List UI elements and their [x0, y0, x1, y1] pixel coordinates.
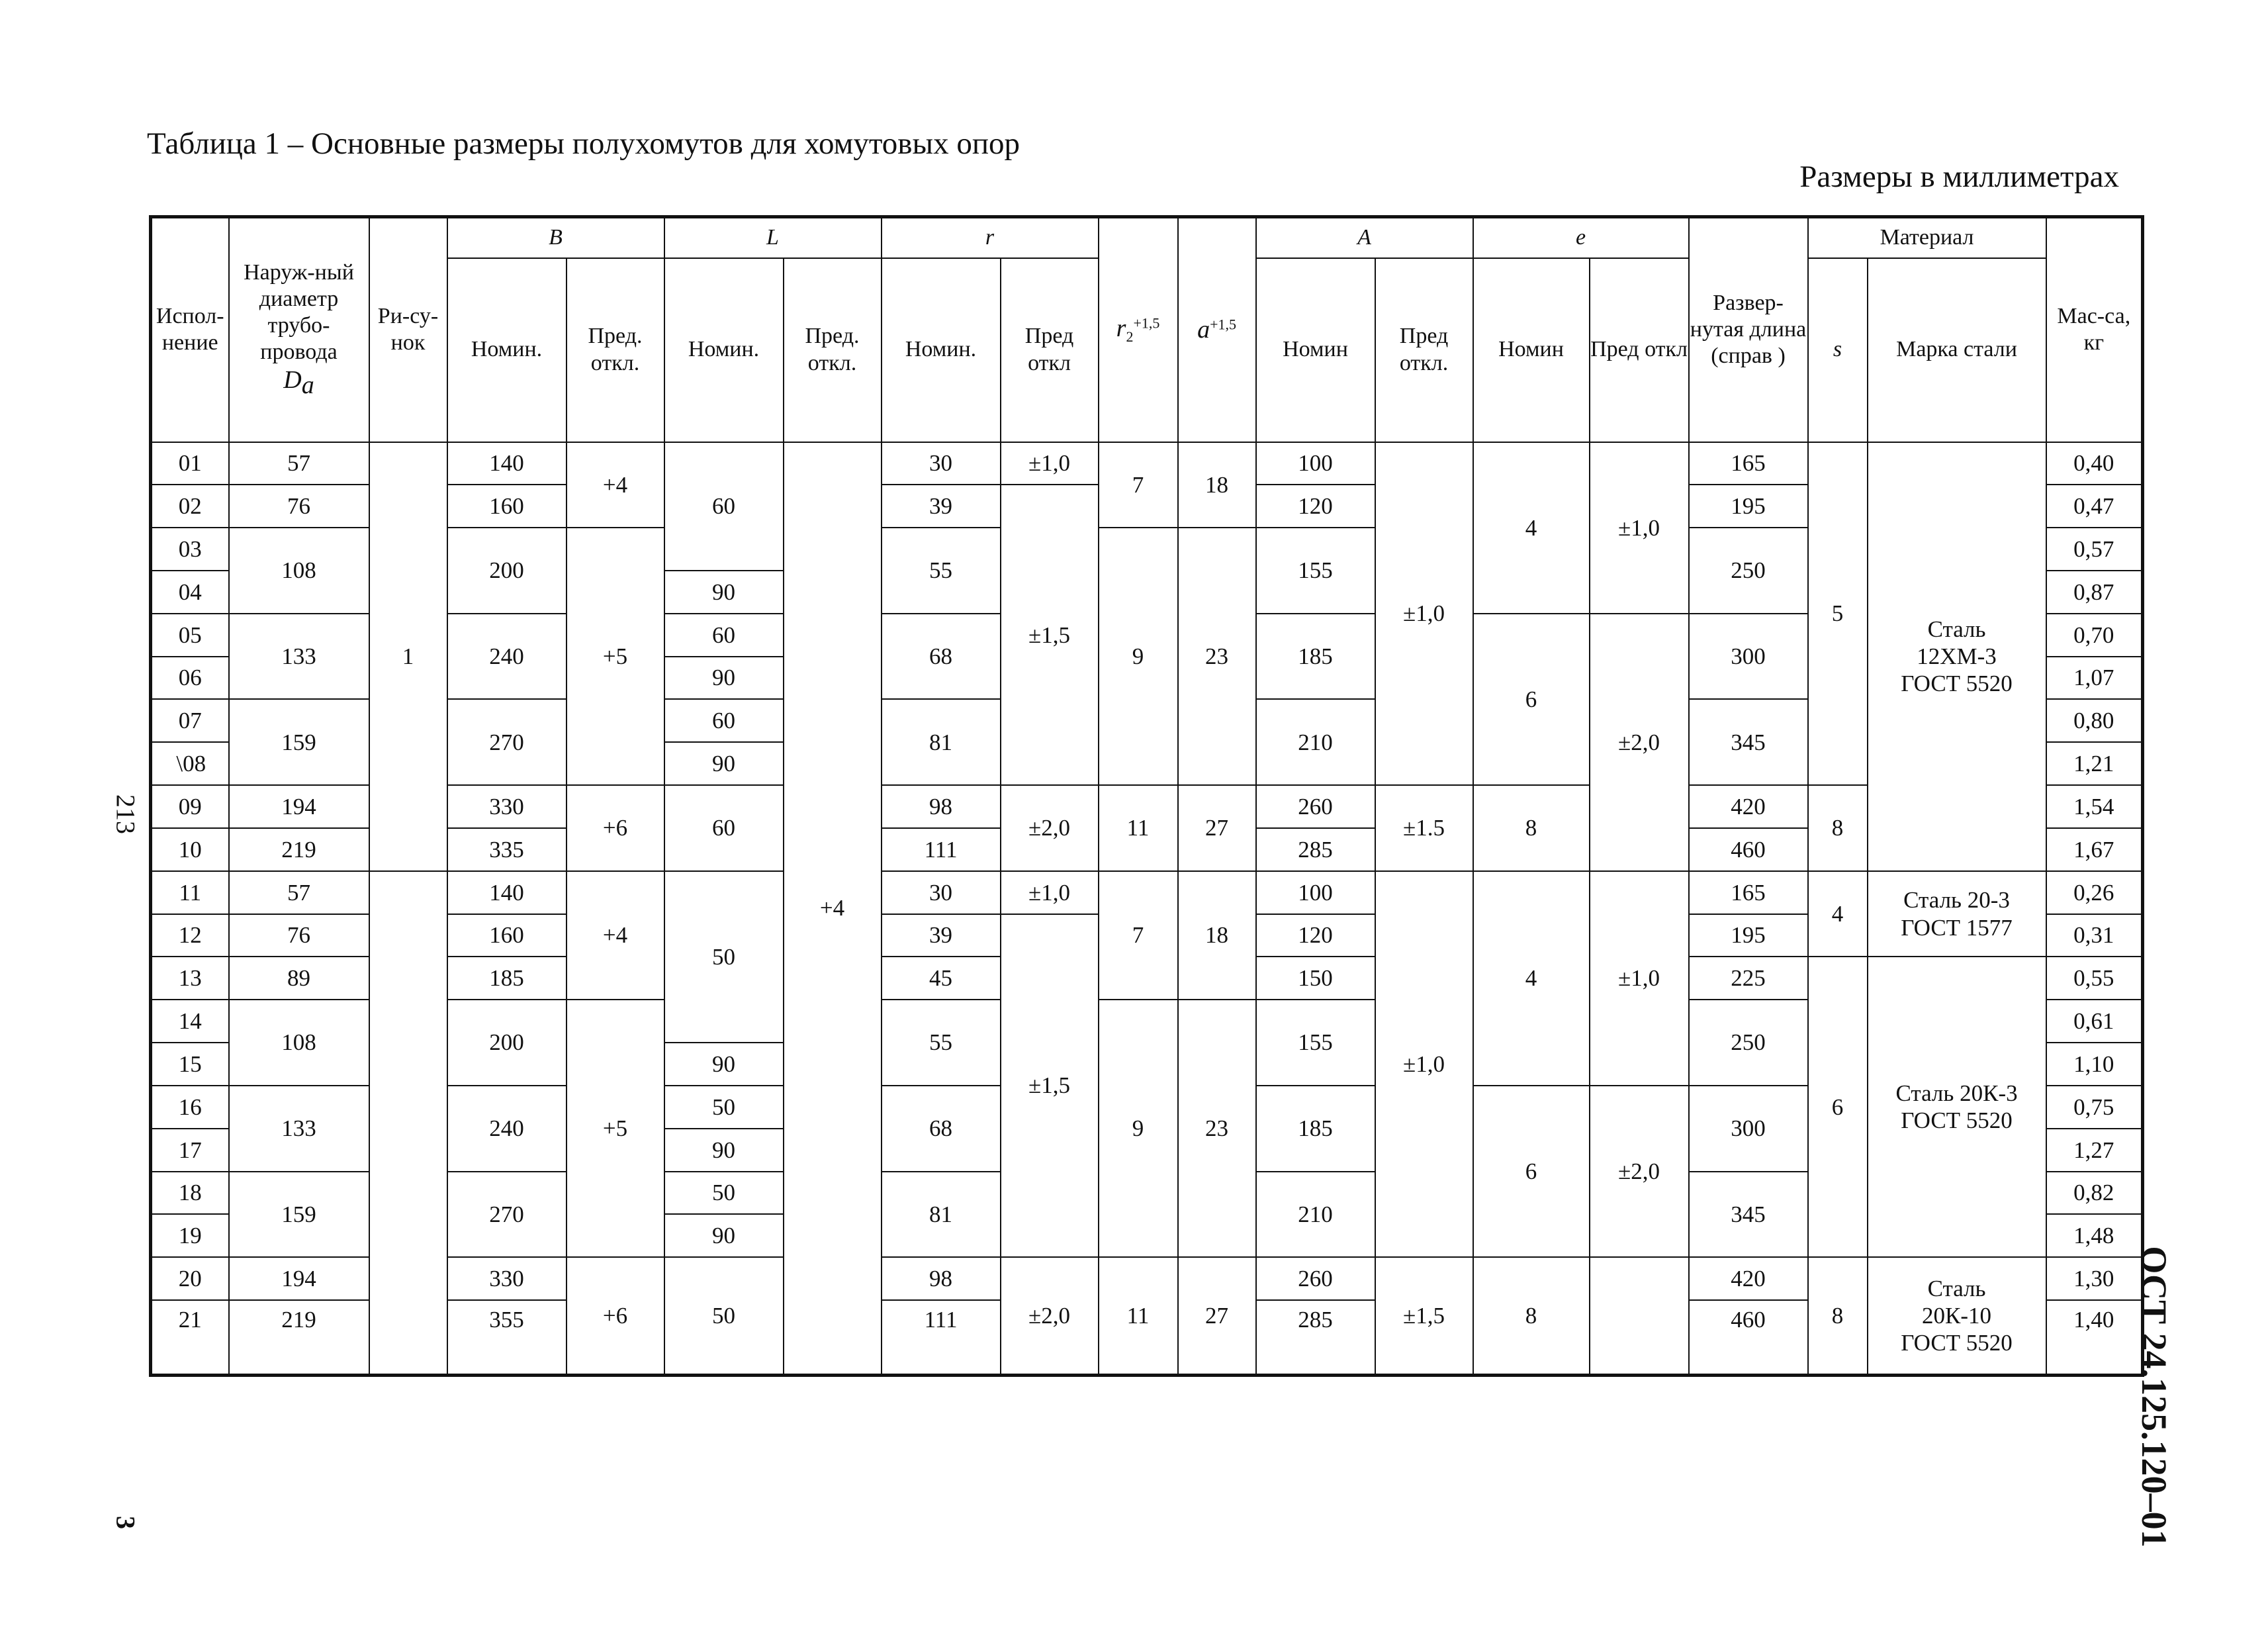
header-r2-symbol: r	[1116, 314, 1126, 343]
cell-A-dev: ±1,5	[1375, 1257, 1473, 1375]
cell-ispolnenie: 13	[151, 957, 229, 1000]
cell-L-nom: 50	[664, 871, 784, 1043]
cell-diameter: 76	[229, 485, 369, 528]
cell-r-nom: 55	[882, 528, 1001, 614]
cell-massa: 1,48	[2046, 1214, 2143, 1257]
cell-L-nom: 90	[664, 571, 784, 614]
header-a	[1178, 217, 1256, 442]
cell-L-nom: 60	[664, 785, 784, 871]
table-row	[151, 442, 2143, 485]
cell-s: 5	[1808, 442, 1868, 786]
cell-razvertka: 300	[1689, 1086, 1808, 1172]
cell-ispolnenie: 03	[151, 528, 229, 571]
cell-L-nom: 60	[664, 442, 784, 571]
cell-A-nom: 260	[1256, 785, 1375, 828]
cell-B-nom: 200	[447, 528, 567, 614]
marka-line: 20К-10	[1922, 1302, 1992, 1329]
table-row	[151, 871, 2143, 914]
marka-line: ГОСТ 5520	[1901, 1107, 2013, 1134]
header-A: A	[1256, 217, 1473, 258]
cell-A-nom: 185	[1256, 614, 1375, 700]
cell-r-nom: 98	[882, 1257, 1001, 1300]
header-e: e	[1473, 217, 1689, 258]
cell-ispolnenie: 16	[151, 1086, 229, 1129]
cell-e-nom: 8	[1473, 1257, 1590, 1375]
page-number: 213	[111, 794, 141, 834]
cell-e-nom: 6	[1473, 614, 1590, 785]
cell-B-dev: +5	[567, 528, 664, 785]
cell-s: 8	[1808, 1257, 1868, 1375]
cell-A-nom: 285	[1256, 828, 1375, 871]
cell-r-dev: ±1,0	[1001, 871, 1099, 914]
cell-B-nom: 185	[447, 957, 567, 1000]
cell-razvertka: 420	[1689, 1257, 1808, 1300]
cell-razvertka: 345	[1689, 1172, 1808, 1258]
cell-massa: 1,21	[2046, 742, 2143, 785]
header-massa: Мас-са, кг	[2046, 217, 2143, 442]
header-a-sup: +1,5	[1210, 316, 1236, 333]
cell-r-nom: 81	[882, 699, 1001, 785]
header-r: r	[882, 217, 1099, 258]
cell-massa: 1,54	[2046, 785, 2143, 828]
cell-ispolnenie: 17	[151, 1129, 229, 1172]
cell-diameter: 219	[229, 1300, 369, 1375]
cell-massa: 0,55	[2046, 957, 2143, 1000]
header-B: B	[447, 217, 664, 258]
dimensions-table	[149, 215, 2144, 1377]
cell-ispolnenie: 05	[151, 614, 229, 657]
cell-razvertka: 250	[1689, 1000, 1808, 1086]
cell-a: 23	[1178, 528, 1256, 785]
cell-r2: 11	[1099, 785, 1178, 871]
cell-B-nom: 330	[447, 1257, 567, 1300]
cell-massa: 0,47	[2046, 485, 2143, 528]
cell-massa: 0,61	[2046, 1000, 2143, 1043]
header-L-nom: Номин.	[664, 258, 784, 442]
marka-line: ГОСТ 5520	[1901, 1330, 2013, 1356]
cell-r2: 7	[1099, 871, 1178, 1000]
cell-r-dev: ±2,0	[1001, 1257, 1099, 1375]
cell-s: 8	[1808, 785, 1868, 871]
cell-massa: 0,87	[2046, 571, 2143, 614]
marka-line: ГОСТ 5520	[1901, 671, 2013, 697]
cell-diameter: 219	[229, 828, 369, 871]
cell-B-nom: 335	[447, 828, 567, 871]
cell-ispolnenie: 21	[151, 1300, 229, 1375]
cell-s: 6	[1808, 957, 1868, 1257]
cell-B-dev: +5	[567, 1000, 664, 1257]
cell-A-dev: ±1,0	[1375, 442, 1473, 786]
cell-B-dev: +6	[567, 1257, 664, 1375]
cell-ispolnenie: 20	[151, 1257, 229, 1300]
cell-B-nom: 270	[447, 1172, 567, 1258]
cell-massa: 0,75	[2046, 1086, 2143, 1129]
cell-e-nom: 6	[1473, 1086, 1590, 1257]
cell-A-dev: ±1,0	[1375, 871, 1473, 1257]
cell-r-nom: 98	[882, 785, 1001, 828]
cell-r-nom: 45	[882, 957, 1001, 1000]
cell-r2: 9	[1099, 1000, 1178, 1257]
cell-a: 27	[1178, 785, 1256, 871]
cell-r-dev: ±1,5	[1001, 485, 1099, 785]
marka-line: 12ХМ-3	[1917, 643, 1997, 669]
cell-ispolnenie: 14	[151, 1000, 229, 1043]
cell-marka	[1868, 957, 2046, 1257]
cell-ispolnenie: 10	[151, 828, 229, 871]
cell-ispolnenie: 07	[151, 699, 229, 742]
cell-massa: 1,07	[2046, 657, 2143, 700]
cell-e-dev: ±2,0	[1590, 614, 1689, 871]
cell-ispolnenie: 12	[151, 914, 229, 957]
cell-A-nom: 260	[1256, 1257, 1375, 1300]
cell-diameter: 133	[229, 614, 369, 700]
cell-ispolnenie: 11	[151, 871, 229, 914]
cell-B-nom: 240	[447, 1086, 567, 1172]
cell-massa: 1,30	[2046, 1257, 2143, 1300]
cell-ispolnenie: 09	[151, 785, 229, 828]
cell-massa: 0,31	[2046, 914, 2143, 957]
cell-r-nom: 68	[882, 1086, 1001, 1172]
cell-e-nom: 4	[1473, 442, 1590, 614]
header-risunok: Ри-су-нок	[369, 217, 447, 442]
cell-L-nom: 50	[664, 1257, 784, 1375]
cell-r2: 11	[1099, 1257, 1178, 1375]
cell-massa: 0,57	[2046, 528, 2143, 571]
header-B-dev: Пред. откл.	[567, 258, 664, 442]
cell-ispolnenie: \08	[151, 742, 229, 785]
cell-diameter: 194	[229, 785, 369, 828]
cell-B-nom: 200	[447, 1000, 567, 1086]
cell-ispolnenie: 02	[151, 485, 229, 528]
cell-marka	[1868, 1257, 2046, 1375]
cell-L-nom: 90	[664, 742, 784, 785]
cell-A-nom: 285	[1256, 1300, 1375, 1375]
document-code: ОСТ 24.125.120–01	[2134, 1246, 2174, 1548]
cell-diameter: 89	[229, 957, 369, 1000]
cell-risunok-blank	[369, 871, 447, 1376]
cell-diameter: 108	[229, 1000, 369, 1086]
cell-diameter: 194	[229, 1257, 369, 1300]
cell-L-nom: 90	[664, 1214, 784, 1257]
header-diameter-text: Наруж-ный диаметр трубо-провода	[244, 259, 354, 365]
header-r2-sub: 2	[1126, 328, 1134, 346]
cell-L-nom: 90	[664, 657, 784, 700]
cell-e-dev-blank	[1590, 1257, 1689, 1375]
cell-r-dev: ±1,5	[1001, 914, 1099, 1258]
cell-razvertka: 345	[1689, 699, 1808, 785]
marka-line: Сталь	[1927, 1275, 1986, 1301]
cell-razvertka: 225	[1689, 957, 1808, 1000]
cell-massa: 1,40	[2046, 1300, 2143, 1375]
marka-line: Сталь	[1927, 616, 1986, 642]
marka-line: ГОСТ 1577	[1901, 914, 2013, 941]
cell-razvertka: 165	[1689, 442, 1808, 485]
cell-L-nom: 60	[664, 699, 784, 742]
cell-A-nom: 100	[1256, 442, 1375, 485]
cell-L-nom: 90	[664, 1129, 784, 1172]
cell-marka	[1868, 871, 2046, 957]
cell-ispolnenie: 19	[151, 1214, 229, 1257]
cell-razvertka: 460	[1689, 828, 1808, 871]
cell-risunok: 1	[369, 442, 447, 871]
marka-line: Сталь 20К-3	[1895, 1080, 2018, 1107]
cell-B-nom: 270	[447, 699, 567, 785]
header-B-nom: Номин.	[447, 258, 567, 442]
units-caption: Размеры в миллиметрах	[1799, 160, 2119, 194]
cell-L-nom: 60	[664, 614, 784, 657]
cell-A-nom: 185	[1256, 1086, 1375, 1172]
cell-r-nom: 111	[882, 1300, 1001, 1375]
cell-L-nom: 50	[664, 1172, 784, 1215]
cell-r-nom: 55	[882, 1000, 1001, 1086]
header-e-dev: Пред откл	[1590, 258, 1689, 442]
cell-e-dev: ±2,0	[1590, 1086, 1689, 1257]
cell-r-nom: 30	[882, 871, 1001, 914]
cell-A-nom: 150	[1256, 957, 1375, 1000]
cell-A-nom: 210	[1256, 699, 1375, 785]
cell-r-dev: ±1,0	[1001, 442, 1099, 485]
header-marka: Марка стали	[1868, 258, 2046, 442]
cell-a: 23	[1178, 1000, 1256, 1257]
cell-A-nom: 120	[1256, 485, 1375, 528]
cell-e-nom: 4	[1473, 871, 1590, 1086]
table-row	[151, 1257, 2143, 1300]
cell-ispolnenie: 04	[151, 571, 229, 614]
cell-diameter: 57	[229, 871, 369, 914]
header-diameter	[229, 217, 369, 442]
cell-massa: 1,10	[2046, 1043, 2143, 1086]
header-diameter-sub: a	[301, 371, 314, 399]
cell-a: 18	[1178, 442, 1256, 528]
cell-r-nom: 81	[882, 1172, 1001, 1258]
header-ispolnenie: Испол-нение	[151, 217, 229, 442]
cell-massa: 1,67	[2046, 828, 2143, 871]
cell-s: 4	[1808, 871, 1868, 957]
cell-razvertka: 420	[1689, 785, 1808, 828]
header-a-symbol: a	[1197, 315, 1210, 344]
header-r-dev: Пред откл	[1001, 258, 1099, 442]
header-s: s	[1808, 258, 1868, 442]
cell-a: 27	[1178, 1257, 1256, 1375]
cell-razvertka: 250	[1689, 528, 1808, 614]
cell-A-nom: 210	[1256, 1172, 1375, 1258]
cell-B-dev: +4	[567, 871, 664, 1000]
header-A-nom: Номин	[1256, 258, 1375, 442]
cell-B-dev: +4	[567, 442, 664, 528]
cell-razvertka: 195	[1689, 914, 1808, 957]
cell-marka	[1868, 442, 2046, 871]
cell-diameter: 108	[229, 528, 369, 614]
cell-massa: 0,80	[2046, 699, 2143, 742]
cell-r-nom: 39	[882, 914, 1001, 957]
cell-B-nom: 355	[447, 1300, 567, 1375]
header-r2	[1099, 217, 1178, 442]
cell-razvertka: 300	[1689, 614, 1808, 700]
header-r2-sup: +1,5	[1133, 315, 1160, 332]
cell-e-dev: ±1,0	[1590, 442, 1689, 614]
header-razvertka: Развер-нутая длина (справ )	[1689, 217, 1808, 442]
cell-razvertka: 460	[1689, 1300, 1808, 1375]
cell-ispolnenie: 15	[151, 1043, 229, 1086]
cell-r-nom: 30	[882, 442, 1001, 485]
marka-line: Сталь 20-3	[1903, 887, 2010, 914]
cell-B-nom: 330	[447, 785, 567, 828]
cell-B-nom: 160	[447, 485, 567, 528]
cell-A-dev: ±1.5	[1375, 785, 1473, 871]
cell-A-nom: 155	[1256, 1000, 1375, 1086]
cell-massa: 0,26	[2046, 871, 2143, 914]
cell-B-dev: +6	[567, 785, 664, 871]
cell-r-dev: ±2,0	[1001, 785, 1099, 871]
cell-A-nom: 120	[1256, 914, 1375, 957]
cell-massa: 0,40	[2046, 442, 2143, 485]
cell-a: 18	[1178, 871, 1256, 1000]
cell-diameter: 159	[229, 1172, 369, 1258]
cell-diameter: 76	[229, 914, 369, 957]
sheet-number: 3	[111, 1516, 141, 1529]
cell-massa: 0,82	[2046, 1172, 2143, 1215]
cell-L-nom: 90	[664, 1043, 784, 1086]
cell-r-nom: 39	[882, 485, 1001, 528]
cell-L-nom: 50	[664, 1086, 784, 1129]
table-title: Таблица 1 – Основные размеры полухомутов для хомутовых опор	[147, 126, 1020, 161]
cell-L-dev: +4	[784, 442, 882, 1376]
cell-diameter: 159	[229, 699, 369, 785]
cell-e-nom: 8	[1473, 785, 1590, 871]
header-diameter-symbol: D	[283, 366, 302, 395]
cell-razvertka: 195	[1689, 485, 1808, 528]
cell-A-nom: 155	[1256, 528, 1375, 614]
header-A-dev: Пред откл.	[1375, 258, 1473, 442]
header-L-dev: Пред. откл.	[784, 258, 882, 442]
cell-massa: 0,70	[2046, 614, 2143, 657]
cell-massa: 1,27	[2046, 1129, 2143, 1172]
cell-B-nom: 240	[447, 614, 567, 700]
cell-ispolnenie: 01	[151, 442, 229, 485]
cell-B-nom: 140	[447, 442, 567, 485]
cell-ispolnenie: 06	[151, 657, 229, 700]
cell-r2: 7	[1099, 442, 1178, 528]
cell-ispolnenie: 18	[151, 1172, 229, 1215]
cell-B-nom: 160	[447, 914, 567, 957]
header-material: Материал	[1808, 217, 2046, 258]
cell-razvertka: 165	[1689, 871, 1808, 914]
cell-diameter: 57	[229, 442, 369, 485]
header-L: L	[664, 217, 882, 258]
table-row	[151, 785, 2143, 828]
cell-diameter: 133	[229, 1086, 369, 1172]
cell-r-nom: 68	[882, 614, 1001, 700]
cell-r-nom: 111	[882, 828, 1001, 871]
cell-e-dev: ±1,0	[1590, 871, 1689, 1086]
cell-B-nom: 140	[447, 871, 567, 914]
header-r-nom: Номин.	[882, 258, 1001, 442]
cell-r2: 9	[1099, 528, 1178, 785]
header-e-nom: Номин	[1473, 258, 1590, 442]
cell-A-nom: 100	[1256, 871, 1375, 914]
